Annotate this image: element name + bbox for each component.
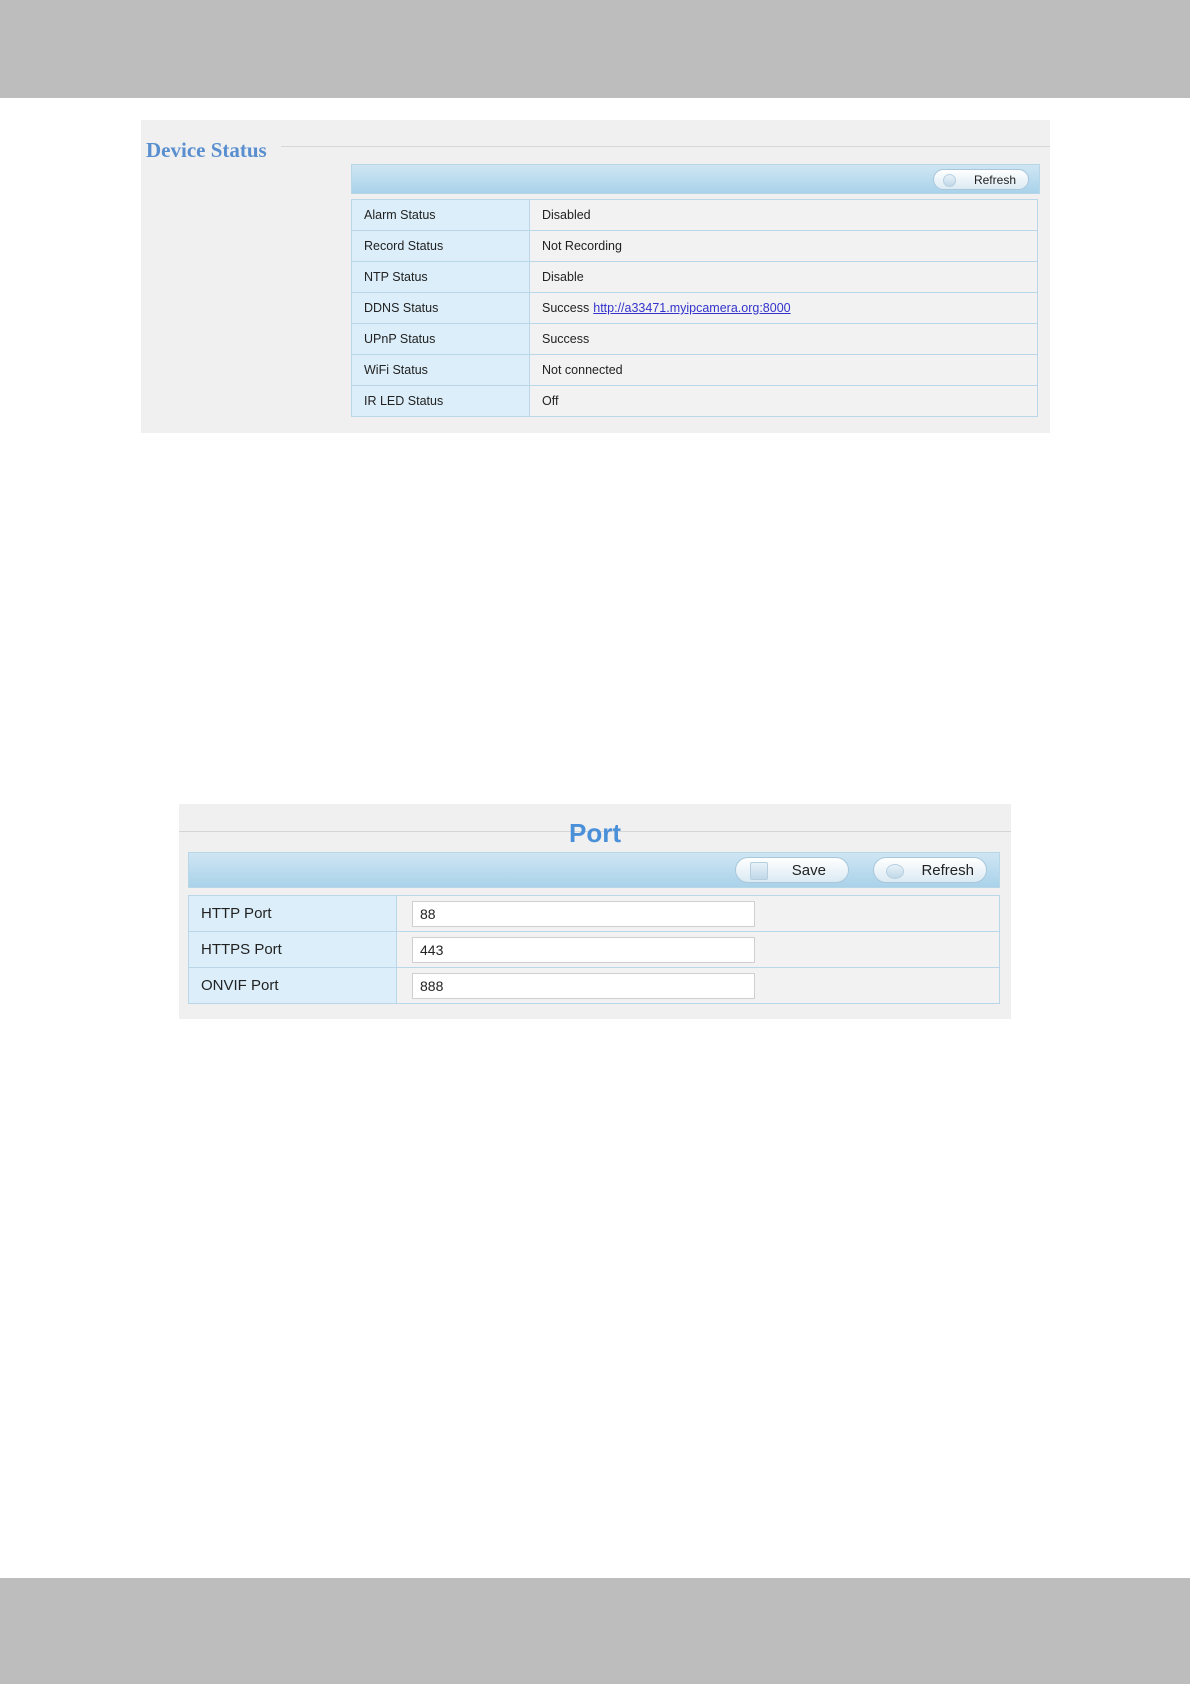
- status-label: Alarm Status: [352, 200, 530, 231]
- status-value: Disabled: [530, 200, 1038, 231]
- port-value-cell: [397, 968, 1000, 1004]
- port-label: ONVIF Port: [189, 968, 397, 1004]
- table-row: [352, 200, 1038, 231]
- https-port-input[interactable]: [412, 937, 755, 963]
- device-status-title: Device Status: [146, 138, 267, 162]
- table-row: [189, 932, 1000, 968]
- save-icon: [750, 862, 768, 880]
- refresh-button-label: Refresh: [921, 861, 974, 879]
- device-status-toolbar: [351, 164, 1040, 194]
- port-value-cell: [397, 932, 1000, 968]
- port-table: [188, 895, 1000, 1004]
- table-row: [352, 231, 1038, 262]
- ddns-link[interactable]: http://a33471.myipcamera.org:8000: [593, 301, 791, 315]
- status-value-cell: [530, 293, 1038, 324]
- refresh-button[interactable]: [933, 169, 1029, 190]
- table-row: [189, 968, 1000, 1004]
- status-label: NTP Status: [352, 262, 530, 293]
- port-label: HTTPS Port: [189, 932, 397, 968]
- status-value: Off: [530, 386, 1038, 417]
- port-label: HTTP Port: [189, 896, 397, 932]
- table-row: [352, 355, 1038, 386]
- port-toolbar: [188, 852, 1000, 888]
- status-label: IR LED Status: [352, 386, 530, 417]
- page-footer-band: [0, 1578, 1190, 1684]
- status-value: Success: [530, 324, 1038, 355]
- refresh-icon: [943, 174, 956, 187]
- refresh-button[interactable]: [873, 857, 987, 883]
- table-row: [352, 293, 1038, 324]
- status-value: Success: [542, 301, 590, 315]
- status-value: Not Recording: [530, 231, 1038, 262]
- table-row: [352, 324, 1038, 355]
- refresh-icon: [886, 864, 904, 879]
- port-value-cell: [397, 896, 1000, 932]
- device-status-table: [351, 199, 1038, 417]
- onvif-port-input[interactable]: [412, 973, 755, 999]
- refresh-button-label: Refresh: [973, 172, 1016, 187]
- table-row: [352, 262, 1038, 293]
- table-row: [189, 896, 1000, 932]
- port-panel: [179, 804, 1011, 1019]
- http-port-input[interactable]: [412, 901, 755, 927]
- status-label: WiFi Status: [352, 355, 530, 386]
- status-value: Disable: [530, 262, 1038, 293]
- status-label: UPnP Status: [352, 324, 530, 355]
- title-divider: [281, 146, 1050, 147]
- status-label: DDNS Status: [352, 293, 530, 324]
- status-value: Not connected: [530, 355, 1038, 386]
- device-status-panel: [141, 120, 1050, 433]
- port-title: Port: [569, 818, 621, 848]
- page-header-band: [0, 0, 1190, 98]
- save-button-label: Save: [791, 861, 826, 879]
- table-row: [352, 386, 1038, 417]
- save-button[interactable]: [735, 857, 849, 883]
- status-label: Record Status: [352, 231, 530, 262]
